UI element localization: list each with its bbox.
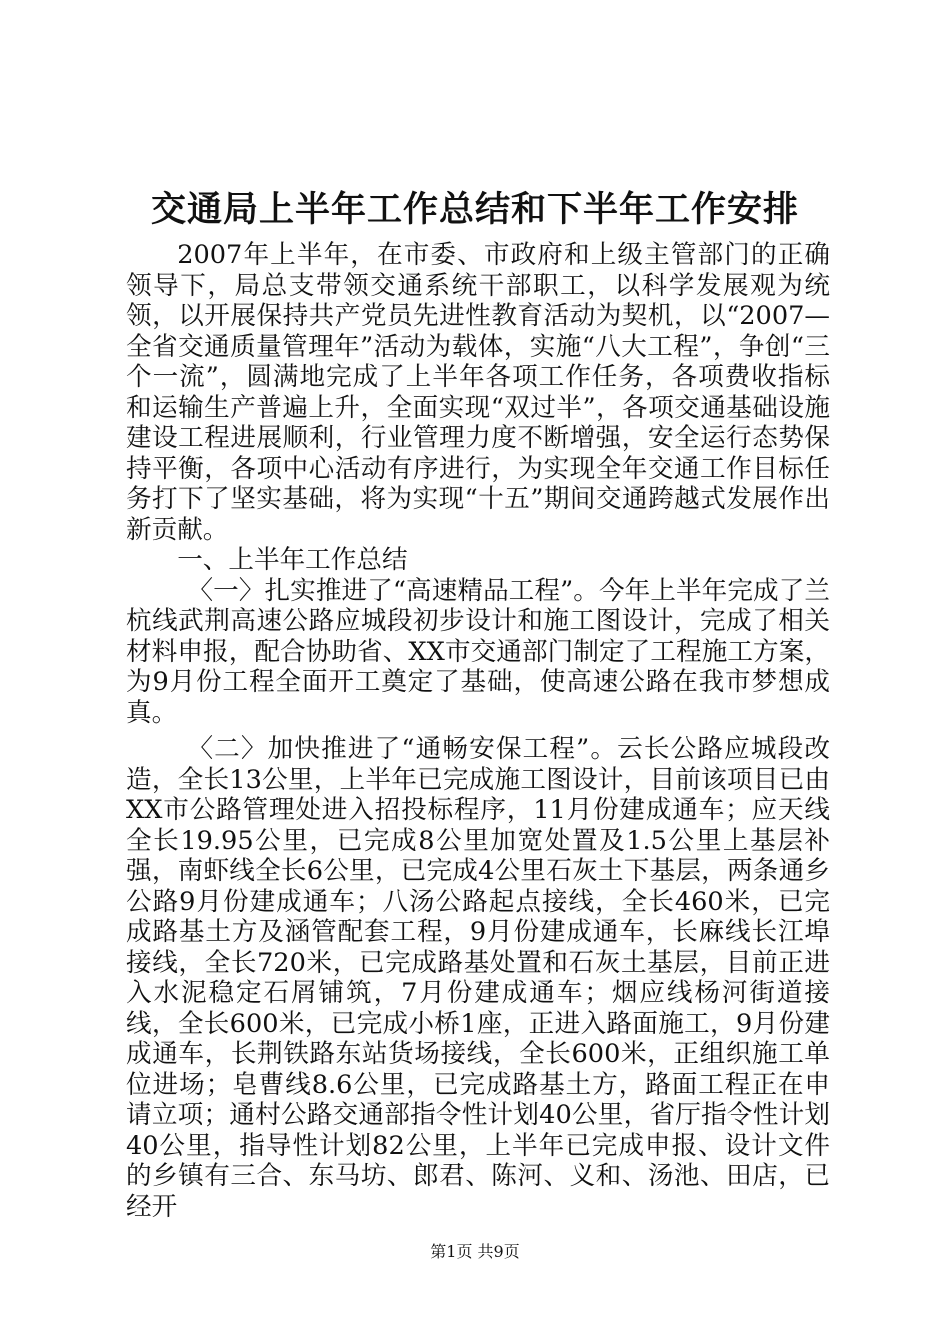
document-body [126,240,830,1222]
document-title: 交通局上半年工作总结和下半年工作安排 [150,189,799,230]
page-number-footer: 第1页 共9页 [430,1242,520,1261]
intro-paragraph: 2007年上半年，在市委、市政府和上级主管部门的正确领导下，局总支带领交通系统干部职工，以科学发展观为统领，以开展保持共产党员先进性教育活动为契机，以“2007—全省交通质量管理年”活动为载体，实施“八大工程”，争创“三个一流”，圆满地完成了上半年各项工作任务，各项费收指标和运输生产普遍上升，全面实现“双过半”，各项交通基础设施建设工程进展顺利，行业管理力度不断增强，安全运行态势保持平衡，各项中心活动有序进行，为实现全年交通工作目标任务打下了坚实基础，将为实现“十五”期间交通跨越式发展作出新贡献。 [126,240,830,545]
paragraph-item-2: 〈二〉加快推进了“通畅安保工程”。云长公路应城段改造，全长13公里，上半年已完成施工图设计，目前该项目已由XX市公路管理处进入招投标程序，11月份建成通车；应天线全长19.95公里，已完成8公里加宽处置及1.5公里上基层补强，南虾线全长6公里，已完成4公里石灰土下基层，两条通乡公路9月份建成通车；八汤公路起点接线，全长460米，已完成路基土方及涵管配套工程，9月份建成通车，长麻线长江埠接线，全长720米，已完成路基处置和石灰土基层，目前正进入水泥稳定石屑铺筑，7月份建成通车；烟应线杨河街道接线，全长600米，已完成小桥1座，正进入路面施工，9月份建成通车，长荆铁路东站货场接线，全长600米，正组织施工单位进场；皂曹线8.6公里，已完成路基土方，路面工程正在申请立项；通村公路交通部指令性计划40公里，省厅指令性计划40公里，指导性计划82公里，上半年已完成申报、设计文件的乡镇有三合、东马坊、郎君、陈河、义和、汤池、田店，已经开 [126,734,830,1222]
section-heading: 一、上半年工作总结 [177,545,408,575]
paragraph-item-1: 〈一〉扎实推进了“高速精品工程”。今年上半年完成了兰杭线武荆高速公路应城段初步设计和施工图设计，完成了相关材料申报，配合协助省、XX市交通部门制定了工程施工方案，为9月份工程全面开工奠定了基础，使高速公路在我市梦想成真。 [126,575,830,728]
